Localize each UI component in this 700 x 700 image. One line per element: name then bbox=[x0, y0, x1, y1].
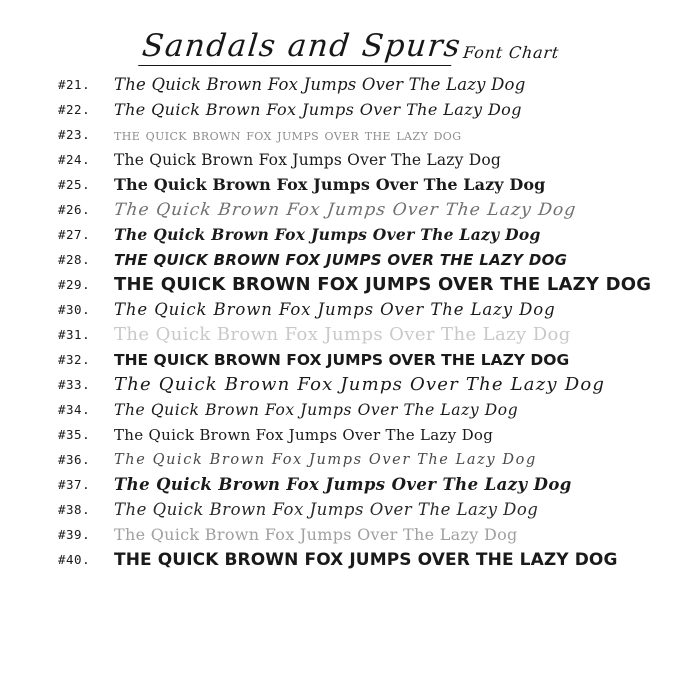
font-sample-number: #38. bbox=[58, 502, 91, 517]
font-sample-text: The Quick Brown Fox Jumps Over The Lazy Dog bbox=[114, 425, 494, 444]
font-sample-number: #21. bbox=[58, 77, 91, 92]
font-sample-row bbox=[0, 397, 700, 422]
font-sample-number: #22. bbox=[58, 102, 91, 117]
font-sample-row bbox=[0, 422, 700, 447]
font-sample-row bbox=[0, 297, 700, 322]
font-sample-row bbox=[0, 222, 700, 247]
font-sample-row bbox=[0, 172, 700, 197]
font-sample-number: #35. bbox=[58, 427, 91, 442]
font-sample-text: THE QUICK BROWN FOX JUMPS OVER THE LAZY DOG bbox=[114, 350, 570, 369]
font-sample-row bbox=[0, 322, 700, 347]
font-sample-row bbox=[0, 522, 700, 547]
font-sample-number: #32. bbox=[58, 352, 91, 367]
font-sample-number: #33. bbox=[58, 377, 91, 392]
font-sample-number: #25. bbox=[58, 177, 91, 192]
font-sample-number: #29. bbox=[58, 277, 91, 292]
font-sample-number: #28. bbox=[58, 252, 91, 267]
font-sample-text: The Quick Brown Fox Jumps Over The Lazy Dog bbox=[114, 225, 541, 244]
font-sample-number: #34. bbox=[58, 402, 91, 417]
font-sample-row bbox=[0, 347, 700, 372]
font-sample-number: #37. bbox=[58, 477, 91, 492]
font-sample-list bbox=[0, 66, 700, 572]
font-sample-text: THE QUICK BROWN FOX JUMPS OVER THE LAZY DOG bbox=[114, 549, 618, 570]
font-sample-row bbox=[0, 97, 700, 122]
font-sample-row bbox=[0, 197, 700, 222]
font-sample-number: #36. bbox=[58, 452, 91, 467]
page-header bbox=[0, 0, 700, 66]
font-sample-text: The Quick Brown Fox Jumps Over The Lazy Dog bbox=[114, 500, 539, 519]
font-sample-row bbox=[0, 272, 700, 297]
page-title: Sandals and Spurs bbox=[139, 28, 463, 64]
font-sample-row bbox=[0, 122, 700, 147]
font-sample-text: The Quick Brown Fox Jumps Over The Lazy Dog bbox=[114, 324, 571, 345]
font-sample-text: The Quick Brown Fox Jumps Over The Lazy Dog bbox=[114, 100, 522, 119]
font-sample-row bbox=[0, 472, 700, 497]
font-sample-number: #27. bbox=[58, 227, 91, 242]
font-sample-number: #23. bbox=[58, 127, 91, 142]
font-sample-row bbox=[0, 497, 700, 522]
font-sample-text: The Quick Brown Fox Jumps Over The Lazy Dog bbox=[114, 300, 556, 319]
font-sample-row bbox=[0, 547, 700, 572]
font-sample-number: #30. bbox=[58, 302, 91, 317]
font-sample-text: The Quick Brown Fox Jumps Over The Lazy Dog bbox=[114, 451, 537, 468]
font-sample-row bbox=[0, 147, 700, 172]
font-sample-text: THE QUICK BROWN FOX JUMPS OVER THE LAZY DOG bbox=[114, 274, 652, 295]
font-sample-text: THE QUICK BROWN FOX JUMPS OVER THE LAZY DOG bbox=[114, 250, 568, 269]
font-sample-row bbox=[0, 372, 700, 397]
header-inner bbox=[139, 28, 560, 66]
font-sample-number: #31. bbox=[58, 327, 91, 342]
font-sample-text: The Quick Brown Fox Jumps Over The Lazy Dog bbox=[114, 525, 518, 544]
font-sample-text: The Quick Brown Fox Jumps Over The Lazy Dog bbox=[114, 75, 526, 94]
font-sample-text: the quick brown fox jumps over the lazy dog bbox=[114, 125, 462, 144]
font-sample-number: #39. bbox=[58, 527, 91, 542]
font-sample-text: The Quick Brown Fox Jumps Over The Lazy Dog bbox=[112, 199, 578, 220]
font-sample-text: The Quick Brown Fox Jumps Over The Lazy Dog bbox=[114, 400, 519, 419]
font-sample-number: #40. bbox=[58, 552, 91, 567]
font-sample-text: The Quick Brown Fox Jumps Over The Lazy Dog bbox=[114, 475, 572, 494]
font-sample-number: #26. bbox=[58, 202, 91, 217]
chart-subtitle: Font Chart bbox=[461, 43, 560, 62]
font-sample-row bbox=[0, 447, 700, 472]
font-sample-row bbox=[0, 247, 700, 272]
font-sample-number: #24. bbox=[58, 152, 91, 167]
font-sample-text: The Quick Brown Fox Jumps Over The Lazy Dog bbox=[114, 150, 502, 169]
font-sample-row bbox=[0, 72, 700, 97]
font-sample-text: The Quick Brown Fox Jumps Over The Lazy Dog bbox=[114, 175, 546, 194]
font-sample-text: The Quick Brown Fox Jumps Over The Lazy Dog bbox=[114, 374, 606, 395]
